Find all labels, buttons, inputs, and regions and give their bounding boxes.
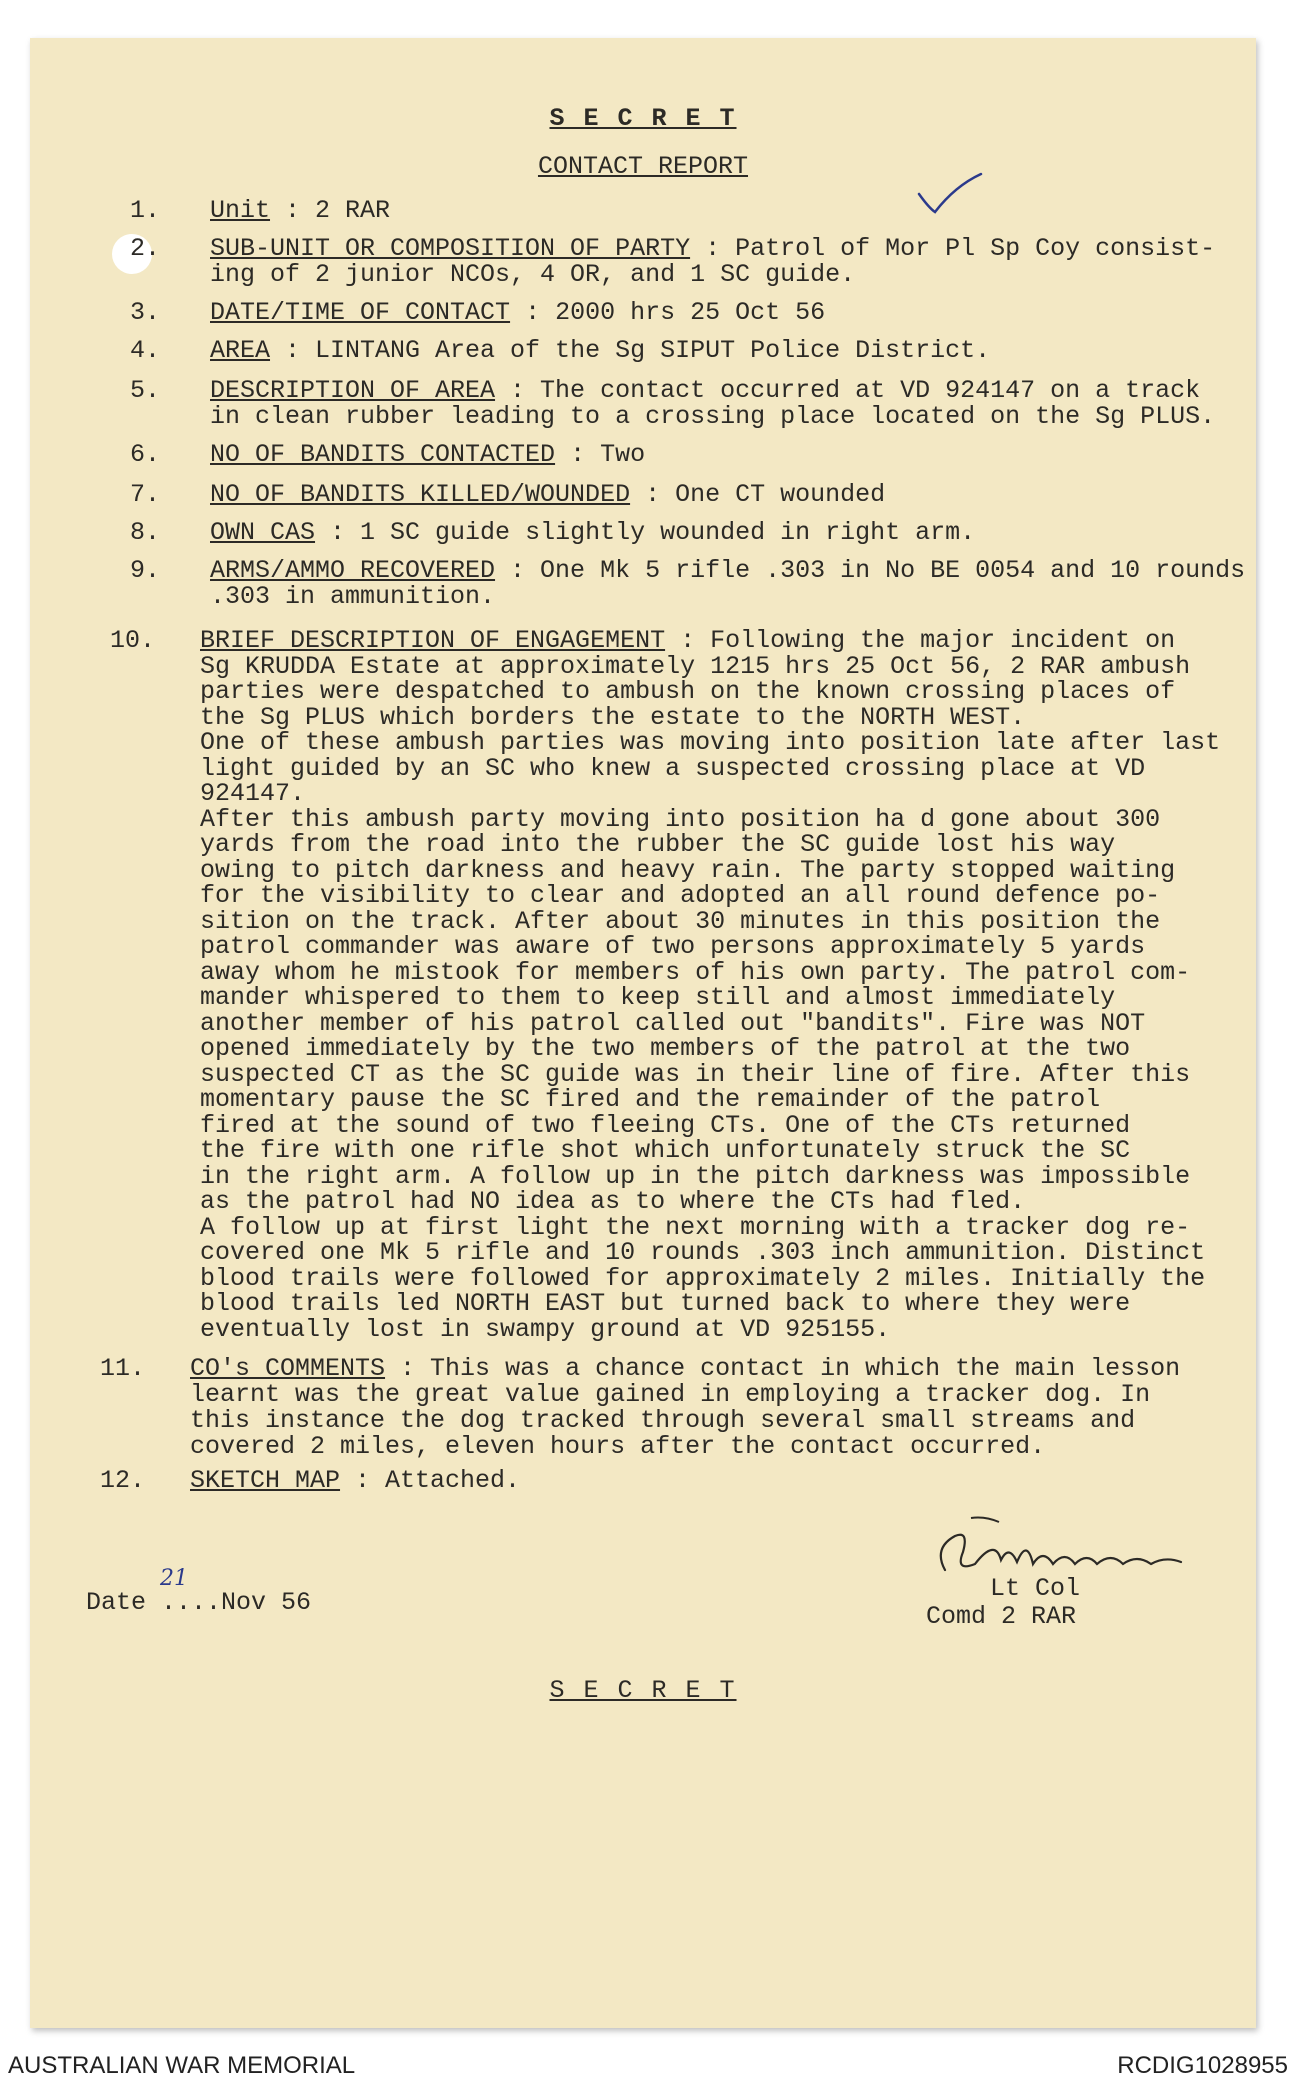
item-label: SUB-UNIT OR COMPOSITION OF PARTY bbox=[210, 234, 691, 263]
archive-id: RCDIG1028955 bbox=[1117, 2052, 1288, 2079]
item-label: NO OF BANDITS KILLED/WOUNDED bbox=[210, 480, 631, 509]
item-text: : 2 RAR bbox=[270, 196, 391, 225]
item-number: 1. bbox=[129, 196, 160, 225]
document-page bbox=[30, 38, 1256, 2028]
item-number: 9. bbox=[129, 556, 160, 585]
item-number: 6. bbox=[129, 440, 160, 469]
item-text: : Two bbox=[555, 440, 646, 469]
item-label: BRIEF DESCRIPTION OF ENGAGEMENT bbox=[200, 626, 666, 655]
item-label: CO's COMMENTS bbox=[190, 1354, 386, 1383]
item-number: 12. bbox=[99, 1466, 145, 1495]
item-label: DATE/TIME OF CONTACT bbox=[210, 298, 511, 327]
signatory-rank: Lt Col bbox=[990, 1574, 1081, 1603]
item-text: : One CT wounded bbox=[630, 480, 886, 509]
handwritten-date: 21 bbox=[160, 1566, 188, 1591]
item-number: 3. bbox=[129, 298, 160, 327]
item-number: 11. bbox=[99, 1354, 145, 1383]
item-number: 4. bbox=[129, 336, 160, 365]
item-text: : Patrol of Mor Pl Sp Coy consist- ing of 2 junior NCOs, 4 OR, and 1 SC guide. bbox=[210, 234, 1216, 289]
item-text: : Following the major incident on Sg KRUDDA Estate at approximately 1215 hrs 25 Oct 56, 2 RAR ambush parties were despatched to ambush on the known crossing places of the Sg PLUS which borders the estate to the NORTH WEST. One of these ambush parties was moving into position late after last light guided by an SC who knew a suspected crossing place at VD 924147. After this ambush party moving into position ha d gone about 300 yards from the road into the rubber the SC guide lost his way owing to pitch darkness and heavy rain. The party stopped waiting for the visibility to clear and adopted an all round defence po- sition on the track. After about 30 minutes in this position the patrol commander was aware of two persons approximately 5 yards away whom he mistook for members of his own party. The patrol com- mander whispered to them to keep still and almost immediately another member of his patrol called out "bandits". Fire was NOT opened immediately by the two members of the patrol at the two suspected CT as the SC guide was in their line of fire. After this momentary pause the SC fired and the remainder of the patrol fired at the sound of two fleeing CTs. One of the CTs returned the fire with one rifle shot which unfortunately struck the SC in the right arm. A follow up in the pitch darkness was impossible as the patrol had NO idea as to where the CTs had fled. A follow up at first light the next morning with a tracker dog re- covered one Mk 5 rifle and 10 rounds .303 inch ammunition. Distinct blood trails were followed for approximately 2 miles. Initially the blood trails led NORTH EAST but turned back to where they were eventually lost in swampy ground at VD 925155. bbox=[200, 626, 1221, 1344]
item-text: : LINTANG Area of the Sg SIPUT Police District. bbox=[270, 336, 991, 365]
report-title: CONTACT REPORT bbox=[537, 152, 749, 181]
item-number: 7. bbox=[129, 480, 160, 509]
item-label: Unit bbox=[210, 196, 271, 225]
item-label: DESCRIPTION OF AREA bbox=[210, 376, 496, 405]
archive-footer bbox=[0, 2052, 1298, 2082]
item-number: 10. bbox=[109, 626, 155, 655]
item-number: 8. bbox=[129, 518, 160, 547]
item-text: : The contact occurred at VD 924147 on a track in clean rubber leading to a crossing place located on the Sg PLUS. bbox=[210, 376, 1216, 431]
item-label: ARMS/AMMO RECOVERED bbox=[210, 556, 496, 585]
classification-top: S E C R E T bbox=[549, 104, 737, 133]
item-text: : This was a chance contact in which the main lesson learnt was the great value gained in employing a tracker dog. In this instance the dog tracked through several small streams and covered 2 miles, eleven hours after the contact occurred. bbox=[190, 1354, 1181, 1461]
item-label: OWN CAS bbox=[210, 518, 316, 547]
item-label: NO OF BANDITS CONTACTED bbox=[210, 440, 556, 469]
item-text: : 2000 hrs 25 Oct 56 bbox=[510, 298, 826, 327]
item-text: : One Mk 5 rifle .303 in No BE 0054 and 10 rounds .303 in ammunition. bbox=[210, 556, 1246, 611]
signatory-appointment: Comd 2 RAR bbox=[926, 1602, 1077, 1631]
item-label: SKETCH MAP bbox=[190, 1466, 341, 1495]
item-text: : 1 SC guide slightly wounded in right arm. bbox=[315, 518, 976, 547]
item-number: 2. bbox=[129, 234, 160, 263]
date-line: Date ....Nov 56 bbox=[86, 1588, 312, 1617]
archive-name: AUSTRALIAN WAR MEMORIAL bbox=[8, 2052, 356, 2079]
item-number: 5. bbox=[129, 376, 160, 405]
classification-bottom: S E C R E T bbox=[549, 1676, 737, 1705]
item-label: AREA bbox=[210, 336, 271, 365]
item-text: : Attached. bbox=[340, 1466, 521, 1495]
